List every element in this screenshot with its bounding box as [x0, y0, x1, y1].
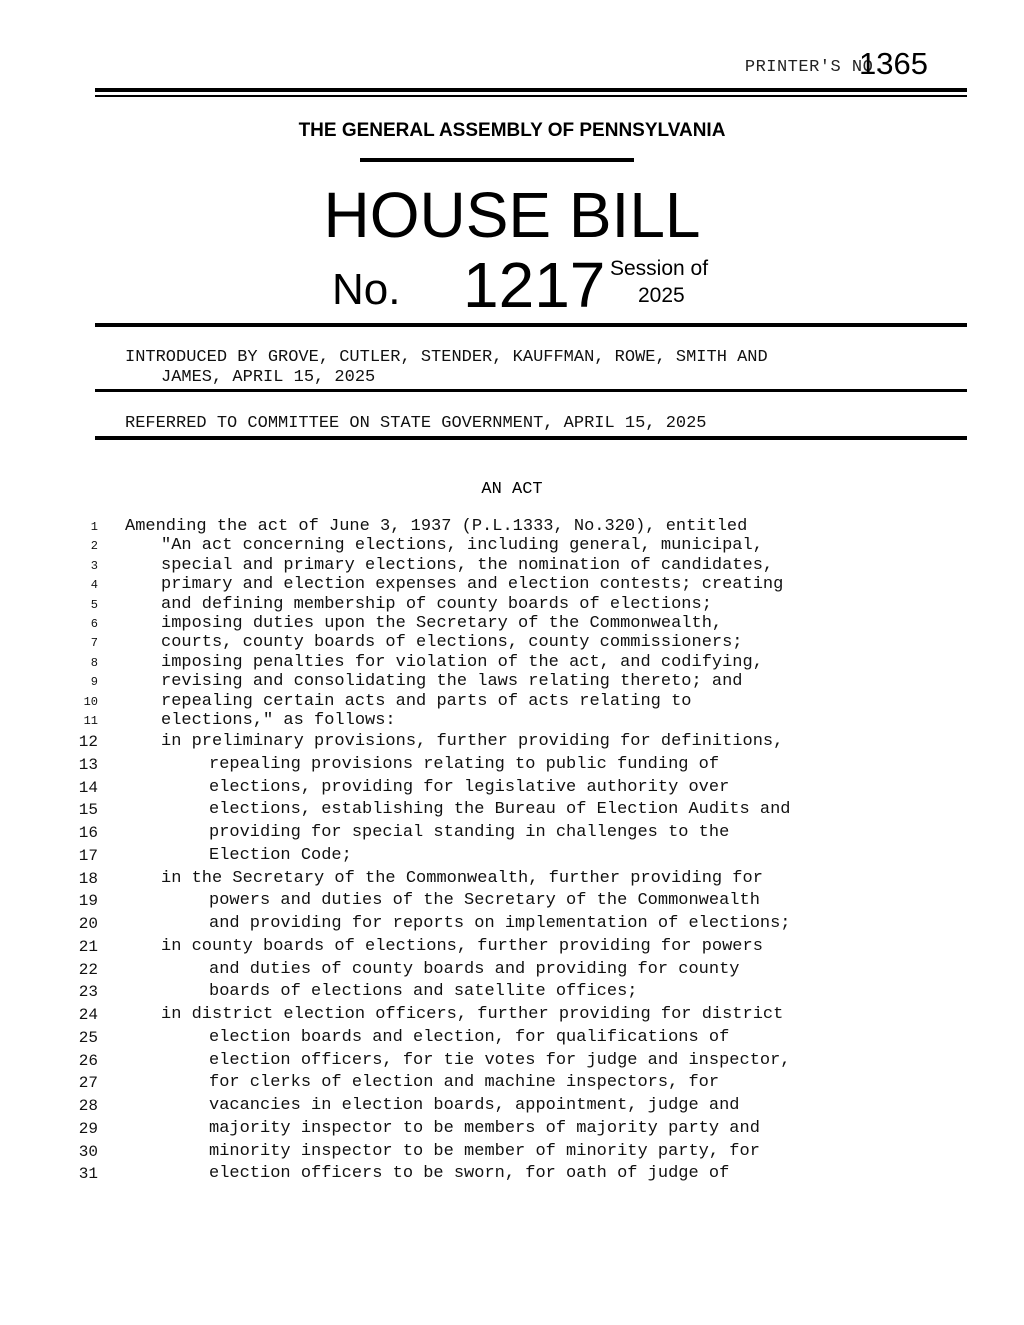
bill-line [0, 1164, 1024, 1184]
bill-line [0, 755, 1024, 775]
line-number: 21 [78, 937, 98, 956]
line-text: repealing provisions relating to public funding of [209, 754, 720, 774]
line-text: for clerks of election and machine inspectors, for [209, 1073, 720, 1093]
referred-rule [95, 436, 967, 440]
bill-line [0, 937, 1024, 957]
line-text: elections, providing for legislative authority over [209, 777, 730, 797]
bill-line [0, 891, 1024, 911]
bill-line [0, 778, 1024, 798]
bill-line [0, 556, 1024, 576]
bill-line [0, 672, 1024, 692]
line-number: 7 [90, 636, 98, 651]
line-text: imposing penalties for violation of the act, and codifying, [161, 652, 763, 672]
line-text: repealing certain acts and parts of acts relating to [161, 691, 692, 711]
introduced-by-line: INTRODUCED BY GROVE, CUTLER, STENDER, KAUFFMAN, ROWE, SMITH AND [125, 348, 768, 367]
line-number: 14 [78, 778, 98, 797]
line-text: in county boards of elections, further providing for powers [161, 936, 763, 956]
bill-line [0, 1142, 1024, 1162]
line-number: 1 [90, 520, 98, 534]
top-rule-thin [95, 95, 967, 97]
bill-line [0, 869, 1024, 889]
line-number: 29 [78, 1119, 98, 1138]
intro-rule [95, 389, 967, 392]
line-number: 24 [78, 1006, 98, 1024]
act-heading: AN ACT [481, 480, 543, 499]
bill-line [0, 575, 1024, 595]
line-number: 28 [78, 1097, 98, 1115]
assembly-title: THE GENERAL ASSEMBLY OF PENNSYLVANIA [298, 120, 726, 141]
line-text: majority inspector to be members of majority party and [209, 1118, 760, 1138]
line-number: 3 [90, 558, 98, 573]
line-text: election officers, for tie votes for judge and inspector, [209, 1050, 791, 1070]
line-text: election boards and election, for qualifications of [209, 1027, 730, 1047]
bill-line [0, 823, 1024, 843]
bill-line [0, 633, 1024, 653]
line-text: imposing duties upon the Secretary of the Commonwealth, [161, 614, 723, 633]
bill-line [0, 800, 1024, 820]
line-text: and defining membership of county boards of elections; [161, 594, 712, 614]
bill-line [0, 846, 1024, 866]
bill-line [0, 982, 1024, 1002]
line-text: in the Secretary of the Commonwealth, further providing for [161, 868, 763, 888]
bill-line [0, 536, 1024, 556]
line-number: 10 [83, 694, 98, 709]
line-number: 20 [78, 915, 98, 933]
line-number: 22 [78, 960, 98, 979]
line-number: 4 [90, 578, 98, 593]
bill-no-label: No. [332, 265, 401, 314]
bill-line [0, 732, 1024, 752]
line-number: 11 [83, 714, 98, 728]
line-text: election officers to be sworn, for oath of judge of [209, 1164, 730, 1184]
line-text: boards of elections and satellite offices; [209, 982, 638, 1002]
printer-number: 1365 [859, 46, 928, 81]
line-number: 17 [78, 846, 98, 865]
bill-line [0, 1119, 1024, 1139]
line-number: 6 [90, 617, 98, 631]
line-text: and duties of county boards and providing for county [209, 959, 740, 979]
bill-line [0, 653, 1024, 673]
line-text: providing for special standing in challenges to the [209, 823, 730, 842]
line-text: elections," as follows: [161, 711, 396, 730]
bill-line [0, 960, 1024, 980]
bill-number: 1217 [463, 249, 606, 321]
line-number: 16 [78, 824, 98, 842]
bill-line [0, 1005, 1024, 1025]
line-text: in district election officers, further providing for district [161, 1005, 784, 1024]
title-divider [360, 158, 634, 162]
line-number: 2 [90, 539, 98, 554]
line-text: and providing for reports on implementation of elections; [209, 914, 791, 933]
session-label: Session of [610, 257, 709, 280]
line-number: 25 [78, 1028, 98, 1047]
bill-type-heading: HOUSE BILL [323, 179, 701, 251]
line-text: elections, establishing the Bureau of Election Audits and [209, 800, 791, 820]
bill-line [0, 1073, 1024, 1093]
line-number: 15 [78, 801, 98, 820]
bill-line [0, 914, 1024, 934]
line-number: 30 [78, 1142, 98, 1161]
printer-label: PRINTER'S NO. [744, 58, 884, 77]
line-number: 5 [90, 597, 98, 612]
line-text: revising and consolidating the laws relating thereto; and [161, 672, 743, 692]
line-number: 8 [90, 655, 98, 670]
line-number: 31 [78, 1165, 98, 1184]
introduced-by-line-continued: JAMES, APRIL 15, 2025 [161, 368, 376, 387]
bill-line [0, 711, 1024, 731]
line-text: vacancies in election boards, appointment, judge and [209, 1096, 740, 1115]
bill-line [0, 1028, 1024, 1048]
bill-line [0, 517, 1024, 537]
line-number: 26 [78, 1051, 98, 1070]
bill-line [0, 595, 1024, 615]
bill-line [0, 692, 1024, 712]
bill-line [0, 1096, 1024, 1116]
line-text: courts, county boards of elections, county commissioners; [161, 633, 743, 653]
header-bottom-rule [95, 323, 967, 327]
line-text: minority inspector to be member of minority party, for [209, 1141, 760, 1161]
line-text: special and primary elections, the nomination of candidates, [161, 555, 774, 575]
session-year: 2025 [638, 284, 685, 307]
line-text: powers and duties of the Secretary of the Commonwealth [209, 891, 760, 911]
line-number: 19 [78, 892, 98, 911]
line-text: Amending the act of June 3, 1937 (P.L.1333, No.320), entitled [125, 517, 748, 536]
line-text: in preliminary provisions, further providing for definitions, [161, 732, 784, 751]
bill-line [0, 1051, 1024, 1071]
bill-line [0, 614, 1024, 634]
line-number: 23 [78, 983, 98, 1002]
line-number: 9 [90, 675, 98, 690]
line-number: 13 [78, 755, 98, 774]
line-text: primary and election expenses and election contests; creating [161, 575, 784, 595]
line-number: 18 [78, 869, 98, 888]
line-number: 12 [78, 733, 98, 751]
line-text: "An act concerning elections, including general, municipal, [161, 536, 763, 556]
referred-line: REFERRED TO COMMITTEE ON STATE GOVERNMENT, APRIL 15, 2025 [125, 414, 707, 433]
top-rule-thick [95, 88, 967, 92]
line-text: Election Code; [209, 845, 352, 865]
line-number: 27 [78, 1074, 98, 1093]
